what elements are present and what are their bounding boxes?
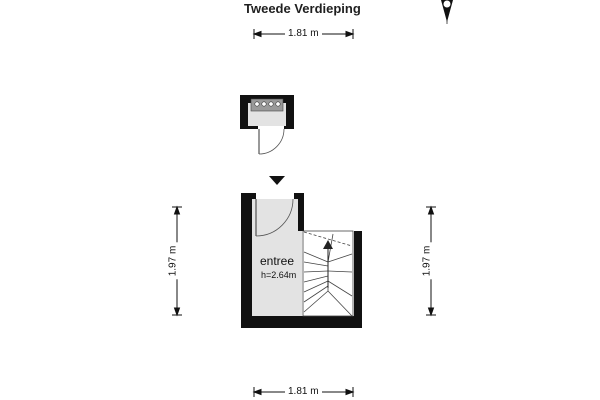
right-height-label: 1.97 m — [421, 243, 433, 280]
room-height-entree: h=2.64m — [261, 270, 297, 280]
left-height-label: 1.97 m — [167, 243, 179, 280]
entrance-marker-icon — [269, 176, 285, 185]
cupboard-door-swing — [259, 129, 284, 154]
room-name-entree: entree — [260, 254, 295, 268]
bottom-width-label: 1.81 m — [285, 386, 322, 398]
meter-cupboard — [240, 95, 294, 130]
north-arrow-icon — [441, 0, 453, 24]
top-width-label: 1.81 m — [285, 28, 322, 40]
floor-title: Tweede Verdieping — [244, 1, 361, 16]
